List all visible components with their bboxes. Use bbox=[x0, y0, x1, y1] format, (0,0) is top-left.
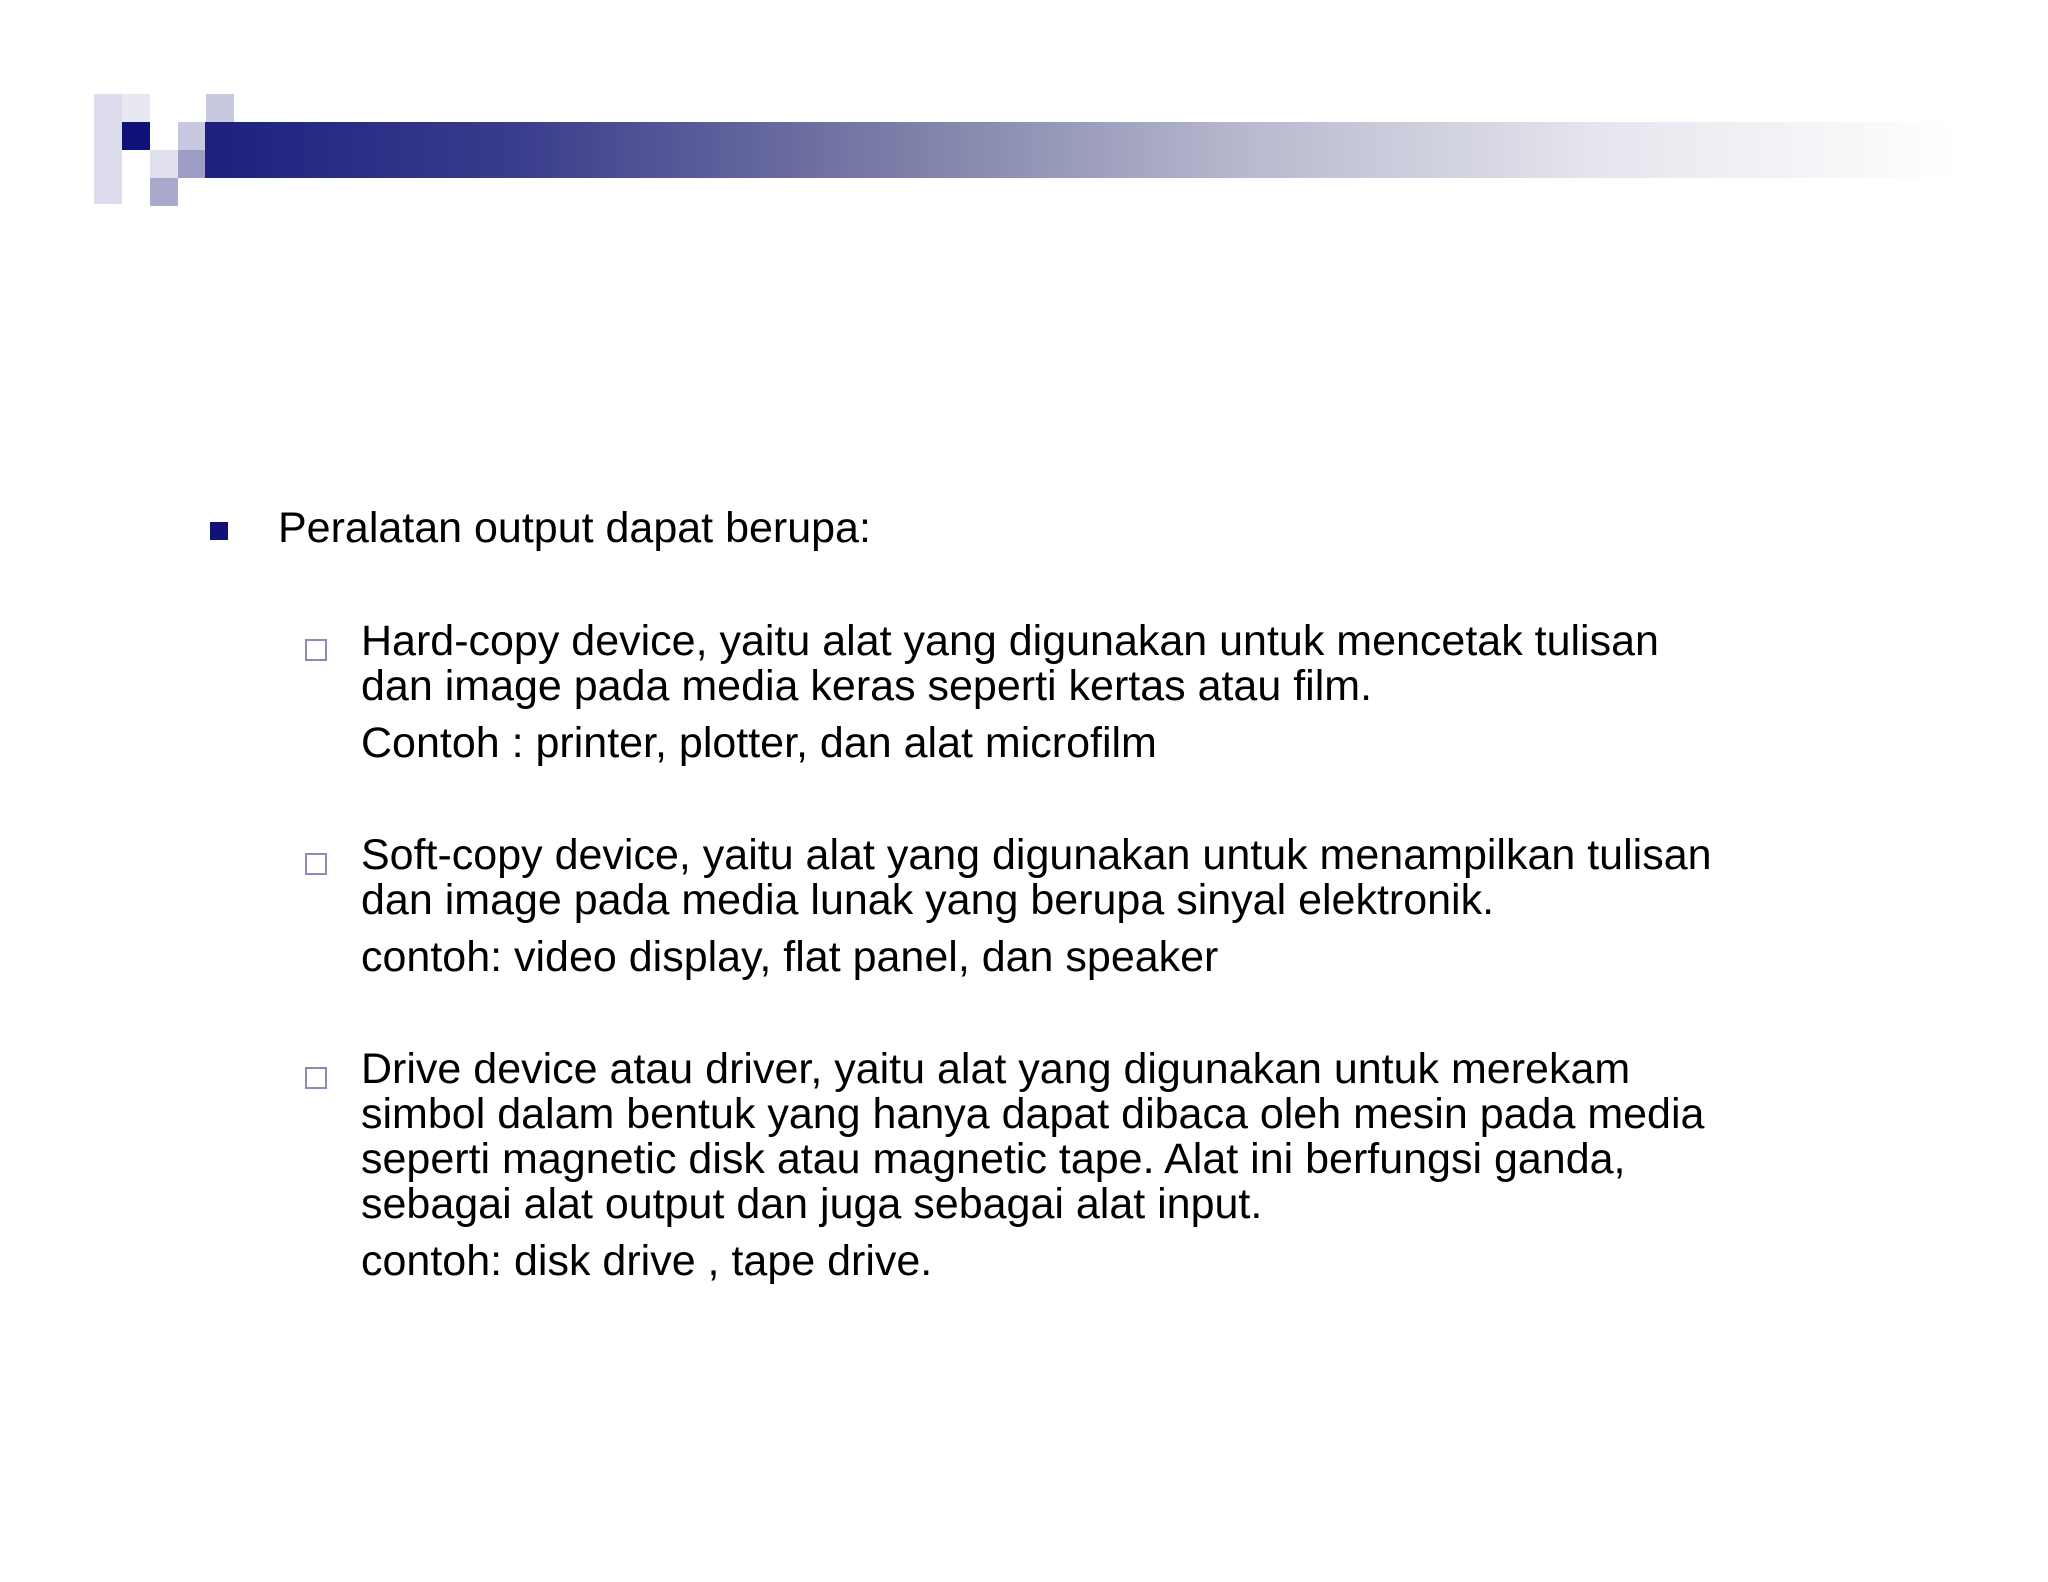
decor-square bbox=[150, 178, 178, 206]
decor-square bbox=[122, 94, 150, 122]
sub-bullet-line: Soft-copy device, yaitu alat yang digunakan untuk menampilkan tulisan bbox=[361, 831, 1712, 879]
header-decoration bbox=[0, 0, 2048, 220]
decor-square bbox=[206, 94, 234, 122]
decor-square bbox=[150, 150, 178, 178]
sub-bullet-body bbox=[361, 833, 1901, 980]
sub-bullet-example: Contoh : printer, plotter, dan alat microfilm bbox=[361, 719, 1157, 767]
sub-bullet-line: seperti magnetic disk atau magnetic tape. Alat ini berfungsi ganda, bbox=[361, 1135, 1626, 1183]
sub-bullet-example: contoh: video display, flat panel, dan speaker bbox=[361, 933, 1219, 981]
sub-bullet-line: simbol dalam bentuk yang hanya dapat dibaca oleh mesin pada media bbox=[361, 1090, 1705, 1138]
sub-bullet-body bbox=[361, 619, 1901, 766]
decor-square bbox=[178, 122, 206, 150]
sub-bullet-line: sebagai alat output dan juga sebagai alat input. bbox=[361, 1180, 1263, 1228]
decor-square bbox=[94, 94, 122, 204]
filled-square-bullet-icon bbox=[210, 522, 228, 540]
sub-bullet-line: Drive device atau driver, yaitu alat yang digunakan untuk merekam bbox=[361, 1045, 1631, 1093]
sub-bullet-line: dan image pada media lunak yang berupa sinyal elektronik. bbox=[361, 876, 1495, 924]
sub-bullet-body bbox=[361, 1047, 1901, 1284]
sub-bullet-line: Hard-copy device, yaitu alat yang digunakan untuk mencetak tulisan bbox=[361, 617, 1659, 665]
header-gradient-bar bbox=[205, 122, 1955, 178]
decor-square bbox=[122, 122, 150, 150]
main-bullet-text: Peralatan output dapat berupa: bbox=[278, 504, 871, 552]
hollow-square-bullet-icon bbox=[305, 853, 327, 875]
decor-square bbox=[178, 150, 206, 178]
sub-bullet-example: contoh: disk drive , tape drive. bbox=[361, 1237, 933, 1285]
hollow-square-bullet-icon bbox=[305, 639, 327, 661]
hollow-square-bullet-icon bbox=[305, 1067, 327, 1089]
sub-bullet-line: dan image pada media keras seperti kertas atau film. bbox=[361, 662, 1373, 710]
